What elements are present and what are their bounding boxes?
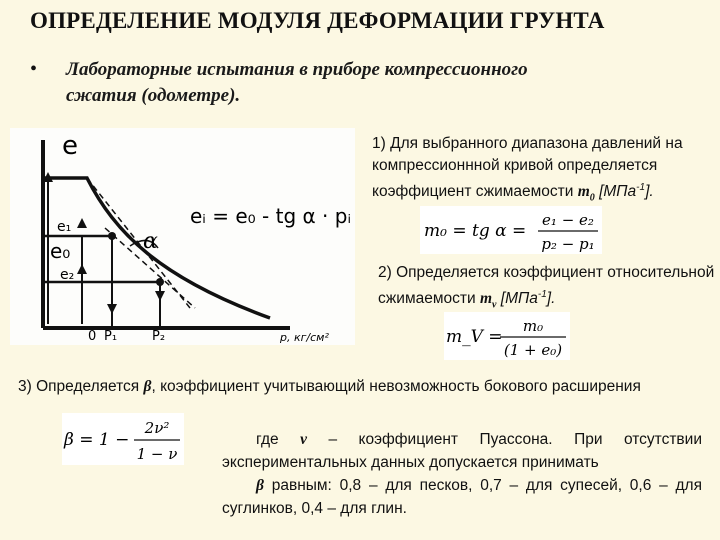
step1-line1: 1) Для выбранного диапазона давлений на: [372, 135, 683, 152]
e1-label: e₁: [57, 219, 72, 235]
step1-line3: [372, 177, 717, 209]
compression-curve-graph: [10, 128, 355, 345]
step3-text: [18, 378, 718, 396]
e2-label: e₂: [60, 267, 75, 283]
beta-symbol-2: β: [256, 477, 264, 494]
step3-prefix: 3) Определяется: [18, 378, 144, 395]
formula-mv-numerator: m₀: [522, 317, 544, 335]
alpha-label: α: [143, 229, 158, 254]
origin-label: 0: [88, 329, 97, 344]
formula-m0-numerator: e₁ − e₂: [542, 211, 594, 229]
graph-equation: eᵢ = e₀ - tg α · pᵢ: [190, 204, 352, 228]
step1-line2: компрессионнной кривой определяется: [372, 157, 658, 174]
e0-label: e₀: [50, 239, 71, 263]
explanation-line1-pre: где: [256, 431, 301, 448]
beta-symbol: β: [143, 378, 152, 395]
formula-m0-lhs: m₀ = tg α =: [424, 221, 527, 241]
formula-mv: [444, 312, 570, 360]
explanation-para2: [222, 474, 702, 520]
step1-text: [372, 133, 717, 209]
step2-unit: [МПа: [496, 290, 538, 308]
explanation-para1: [222, 428, 702, 474]
step2-unit-sup: -1: [537, 289, 547, 300]
step2-text: [378, 262, 720, 316]
point-p1: [108, 232, 116, 240]
bullet-marker: •: [30, 58, 38, 80]
bullet-text-line2: сжатия (одометре).: [66, 85, 241, 106]
bullet-text-line1: Лабораторные испытания в приборе компрессионного: [66, 59, 528, 80]
p2-tick-label: P₂: [152, 329, 166, 344]
page-title: ОПРЕДЕЛЕНИЕ МОДУЛЯ ДЕФОРМАЦИИ ГРУНТА: [30, 8, 605, 33]
step1-line3-text: коэффициент сжимаемости: [372, 183, 578, 201]
formula-beta-denominator: 1 − ν: [136, 445, 178, 463]
mv-subscript: v: [492, 299, 497, 311]
step1-unit-close: ].: [645, 183, 654, 201]
step1-unit: [МПа: [594, 183, 637, 201]
step1-unit-sup: -1: [636, 182, 646, 193]
m0-symbol: m: [577, 183, 590, 201]
formula-m0-denominator: p₂ − p₁: [541, 235, 595, 253]
formula-beta-lhs: β = 1 −: [64, 430, 130, 450]
explanation-line2-post: равным: 0,8 – для песков, 0,7 – для супесей, 0,6 – для суглинков, 0,4 – для глин.: [222, 477, 702, 517]
explanation-line1-post: – коэффициент Пуассона. При отсутствии экспериментальных данных допускается принимать: [222, 431, 702, 471]
bullet-text: [66, 57, 696, 109]
step2-line1: 2) Определяется коэффициент относительной: [378, 264, 715, 281]
step2-line2-text: сжимаемости: [378, 290, 480, 308]
step3-suffix: , коэффициент учитывающий невозможность бокового расширения: [151, 378, 641, 395]
p1-tick-label: P₁: [104, 329, 118, 344]
formula-beta: [62, 413, 184, 465]
m0-subscript: 0: [589, 192, 595, 204]
nu-symbol: ν: [300, 431, 307, 448]
point-p2: [156, 278, 164, 286]
x-axis-label: p, кг/см²: [280, 331, 329, 344]
formula-m0: [420, 206, 602, 254]
mv-symbol: m: [479, 290, 493, 308]
formula-mv-lhs: m_V =: [446, 327, 503, 347]
formula-beta-numerator: 2ν²: [144, 419, 170, 437]
poisson-explanation: [222, 428, 702, 520]
step2-unit-close: ].: [546, 290, 556, 308]
formula-mv-denominator: (1 + e₀): [503, 341, 563, 359]
y-axis-label: e: [62, 131, 78, 161]
